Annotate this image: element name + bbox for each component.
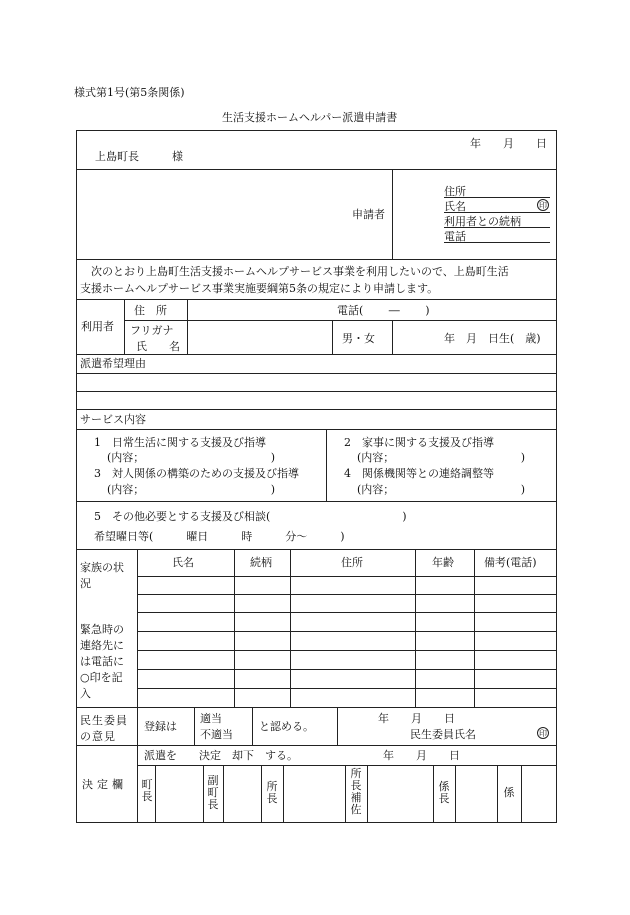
seal-icon: 印 bbox=[539, 729, 547, 738]
divider bbox=[290, 549, 291, 707]
divider bbox=[76, 354, 557, 355]
emergency-label: 緊急時の連絡先には電話に○印を記入 bbox=[80, 623, 124, 700]
service-2-detail[interactable]: (内容； ) bbox=[357, 451, 526, 464]
divider bbox=[252, 707, 253, 745]
table-row bbox=[137, 631, 557, 632]
statement-line-2: 支援ホームヘルプサービス事業実施要綱第5条の規定により申請します。 bbox=[80, 282, 439, 295]
gender-select[interactable]: 男・女 bbox=[342, 332, 375, 345]
family-header-address: 住所 bbox=[341, 556, 363, 569]
divider bbox=[392, 320, 393, 354]
user-name-label: 氏 名 bbox=[136, 340, 180, 353]
recognize-text: と認める。 bbox=[259, 720, 314, 733]
user-address-label: 住 所 bbox=[134, 304, 167, 317]
table-row bbox=[137, 688, 557, 689]
divider bbox=[345, 765, 346, 823]
divider bbox=[76, 409, 557, 410]
seal-icon: 印 bbox=[539, 201, 547, 210]
divider bbox=[203, 765, 204, 823]
divider bbox=[76, 745, 557, 746]
divider bbox=[261, 765, 262, 823]
service-3-detail[interactable]: (内容； ) bbox=[107, 483, 276, 496]
divider bbox=[76, 373, 557, 374]
table-row bbox=[137, 612, 557, 613]
service-1[interactable]: 1 日常生活に関する支援及び指導 bbox=[94, 436, 266, 449]
divider bbox=[521, 765, 522, 823]
reason-label: 派遣希望理由 bbox=[80, 357, 146, 370]
table-row bbox=[137, 669, 557, 670]
divider bbox=[367, 765, 368, 823]
mayor-label: 町長 bbox=[141, 778, 153, 803]
service-4[interactable]: 4 関係機関等との連絡調整等 bbox=[344, 467, 494, 480]
decision-date[interactable]: 年 月 日 bbox=[383, 749, 460, 762]
family-header-name: 氏名 bbox=[172, 556, 194, 569]
divider bbox=[76, 429, 557, 430]
service-label: サービス内容 bbox=[80, 413, 146, 426]
suitable-option[interactable]: 適当 bbox=[200, 712, 222, 725]
service-1-detail[interactable]: (内容； ) bbox=[107, 451, 276, 464]
divider bbox=[194, 707, 195, 745]
form-title: 生活支援ホームヘルパー派遣申請書 bbox=[222, 111, 398, 124]
divider bbox=[76, 169, 557, 170]
unsuitable-option[interactable]: 不適当 bbox=[200, 728, 233, 741]
user-phone[interactable]: 電話( ― ) bbox=[337, 304, 430, 317]
family-header-note: 備考(電話) bbox=[484, 556, 537, 569]
application-date[interactable]: 年 月 日 bbox=[470, 137, 547, 150]
applicant-label: 申請者 bbox=[352, 208, 385, 221]
divider bbox=[137, 549, 138, 707]
applicant-relation[interactable]: 利用者との続柄 bbox=[444, 216, 550, 228]
divider bbox=[433, 765, 434, 823]
commissioner-name[interactable]: 民生委員氏名 bbox=[410, 728, 476, 741]
divider bbox=[392, 169, 393, 259]
table-row bbox=[137, 576, 557, 577]
divider bbox=[332, 320, 333, 354]
applicant-address[interactable]: 住所 bbox=[444, 186, 550, 198]
divider bbox=[415, 549, 416, 707]
applicant-name[interactable]: 氏名 bbox=[444, 201, 550, 213]
addressee: 上島町長 様 bbox=[95, 150, 183, 163]
decision-label: 決定欄 bbox=[82, 778, 127, 791]
commissioner-date[interactable]: 年 月 日 bbox=[378, 712, 455, 725]
service-4-detail[interactable]: (内容； ) bbox=[357, 483, 526, 496]
service-3[interactable]: 3 対人関係の構築のための支援及び指導 bbox=[94, 467, 299, 480]
family-label: 家族の状況 bbox=[80, 561, 124, 590]
divider bbox=[497, 765, 498, 823]
divider bbox=[137, 707, 138, 745]
divider bbox=[455, 765, 456, 823]
divider bbox=[283, 765, 284, 823]
decision-text[interactable]: 派遣を 決定 却下 する。 bbox=[144, 749, 298, 762]
table-row bbox=[137, 594, 557, 595]
divider bbox=[326, 429, 327, 501]
assistant-director-label: 所長補佐 bbox=[350, 767, 362, 816]
section-chief-label: 係長 bbox=[438, 780, 450, 805]
applicant-phone[interactable]: 電話 bbox=[444, 231, 550, 243]
schedule[interactable]: 希望曜日等( 曜日 時 分〜 ) bbox=[94, 530, 345, 543]
divider bbox=[76, 549, 557, 550]
user-label: 利用者 bbox=[81, 320, 114, 333]
divider bbox=[223, 765, 224, 823]
divider bbox=[124, 299, 125, 354]
form-number: 様式第1号(第5条関係) bbox=[74, 86, 185, 99]
table-row bbox=[137, 650, 557, 651]
divider bbox=[187, 299, 188, 354]
birth-date[interactable]: 年 月 日生( 歳) bbox=[444, 332, 541, 345]
director-label: 所長 bbox=[266, 780, 278, 805]
furigana-label: フリガナ bbox=[130, 324, 174, 337]
family-header-age: 年齢 bbox=[432, 556, 454, 569]
divider bbox=[76, 259, 557, 260]
divider bbox=[474, 549, 475, 707]
divider bbox=[76, 501, 557, 502]
registered-label: 登録は bbox=[144, 720, 177, 733]
divider bbox=[76, 707, 557, 708]
divider bbox=[137, 765, 557, 766]
divider bbox=[76, 391, 557, 392]
divider bbox=[337, 707, 338, 745]
divider bbox=[124, 320, 557, 321]
statement-line-1: 次のとおり上島町生活支援ホームヘルプサービス事業を利用したいので、上島町生活 bbox=[80, 265, 509, 278]
divider bbox=[155, 765, 156, 823]
divider bbox=[234, 549, 235, 707]
service-5[interactable]: 5 その他必要とする支援及び相談( ) bbox=[94, 510, 407, 523]
deputy-mayor-label: 副町長 bbox=[207, 774, 219, 811]
service-2[interactable]: 2 家事に関する支援及び指導 bbox=[344, 436, 494, 449]
divider bbox=[137, 745, 138, 823]
clerk-label: 係 bbox=[503, 786, 515, 799]
family-header-relation: 続柄 bbox=[250, 556, 272, 569]
commissioner-label: 民生委員の意見 bbox=[80, 714, 128, 743]
divider bbox=[76, 299, 557, 300]
